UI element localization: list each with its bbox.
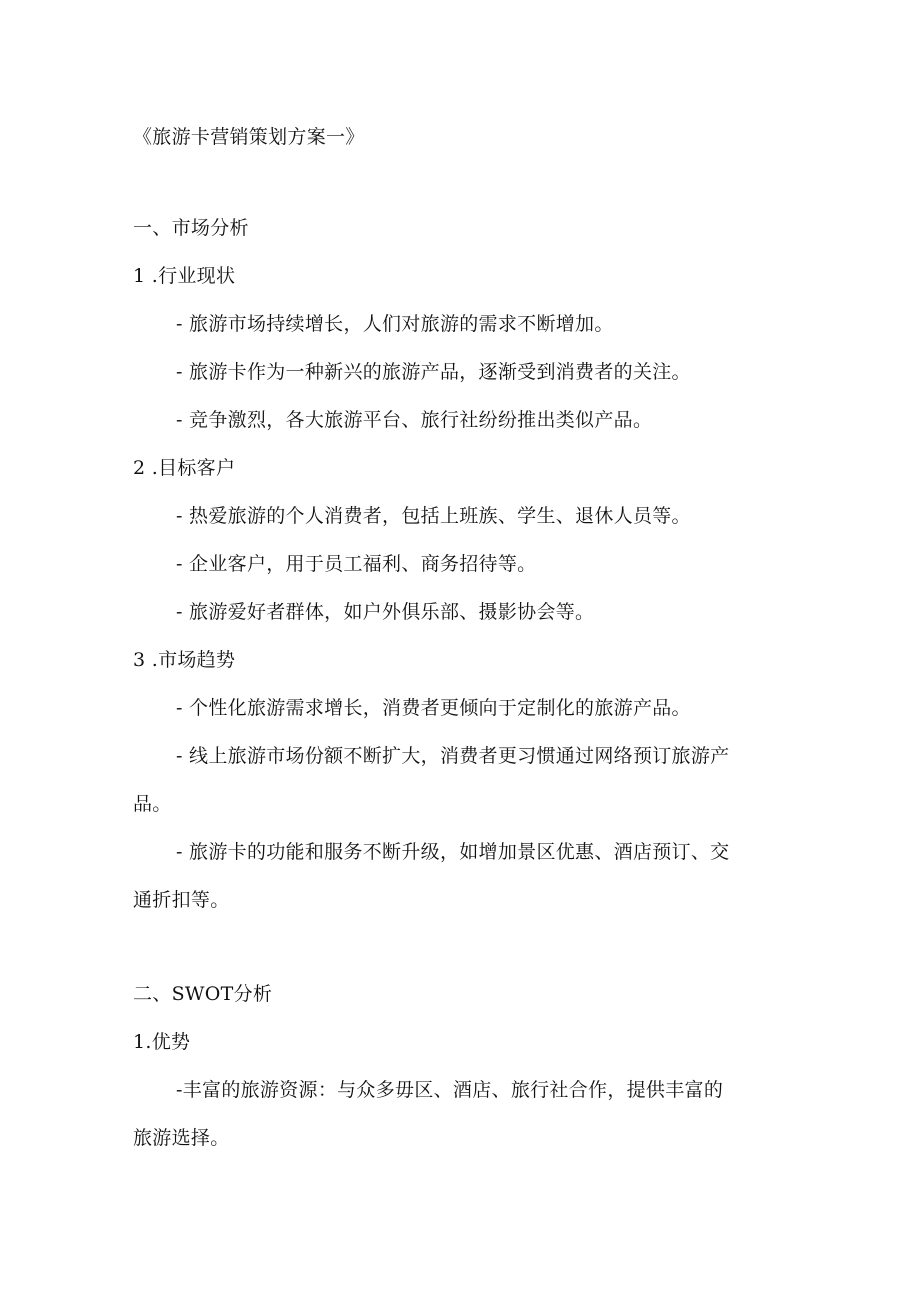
section-heading-market-analysis: 一、市场分析 [133, 217, 249, 239]
document-title: 《旅游卡营销策划方案一》 [133, 126, 365, 148]
list-item: - 旅游市场持续增长，人们对旅游的需求不断增加。 [176, 313, 614, 335]
list-item: -丰富的旅游资源：与众多毋区、酒店、旅行社合作，提供丰富的 [176, 1079, 724, 1101]
subsection-heading-strengths: 1.优势 [133, 1031, 191, 1053]
section-heading-swot: 二、SWOT分析 [133, 983, 273, 1005]
list-item: - 旅游卡作为一种新兴的旅游产品，逐渐受到消费者的关注。 [176, 361, 691, 383]
list-item: - 旅游爱好者群体，如户外俱乐部、摄影协会等。 [176, 601, 595, 623]
list-item: - 企业客户，用于员工福利、商务招待等。 [176, 553, 537, 575]
list-item-continuation: 旅游选择。 [133, 1127, 230, 1149]
list-item: - 竞争激烈，各大旅游平台、旅行社纷纷推出类似产品。 [176, 409, 653, 431]
list-item: - 旅游卡的功能和服务不断升级，如增加景区优惠、酒店预订、交 [176, 841, 730, 863]
subsection-heading-industry-status: 1 .行业现状 [133, 265, 236, 287]
subsection-heading-target-customers: 2 .目标客户 [133, 457, 236, 479]
list-item: - 线上旅游市场份额不断扩大，消费者更习惯通过网络预订旅游产 [176, 745, 730, 767]
list-item: - 热爱旅游的个人消费者，包括上班族、学生、退休人员等。 [176, 505, 691, 527]
list-item: - 个性化旅游需求增长，消费者更倾向于定制化的旅游产品。 [176, 697, 691, 719]
subsection-heading-market-trends: 3 .市场趋势 [133, 649, 236, 671]
list-item-continuation: 通折扣等。 [133, 889, 230, 911]
list-item-continuation: 品。 [133, 793, 172, 815]
